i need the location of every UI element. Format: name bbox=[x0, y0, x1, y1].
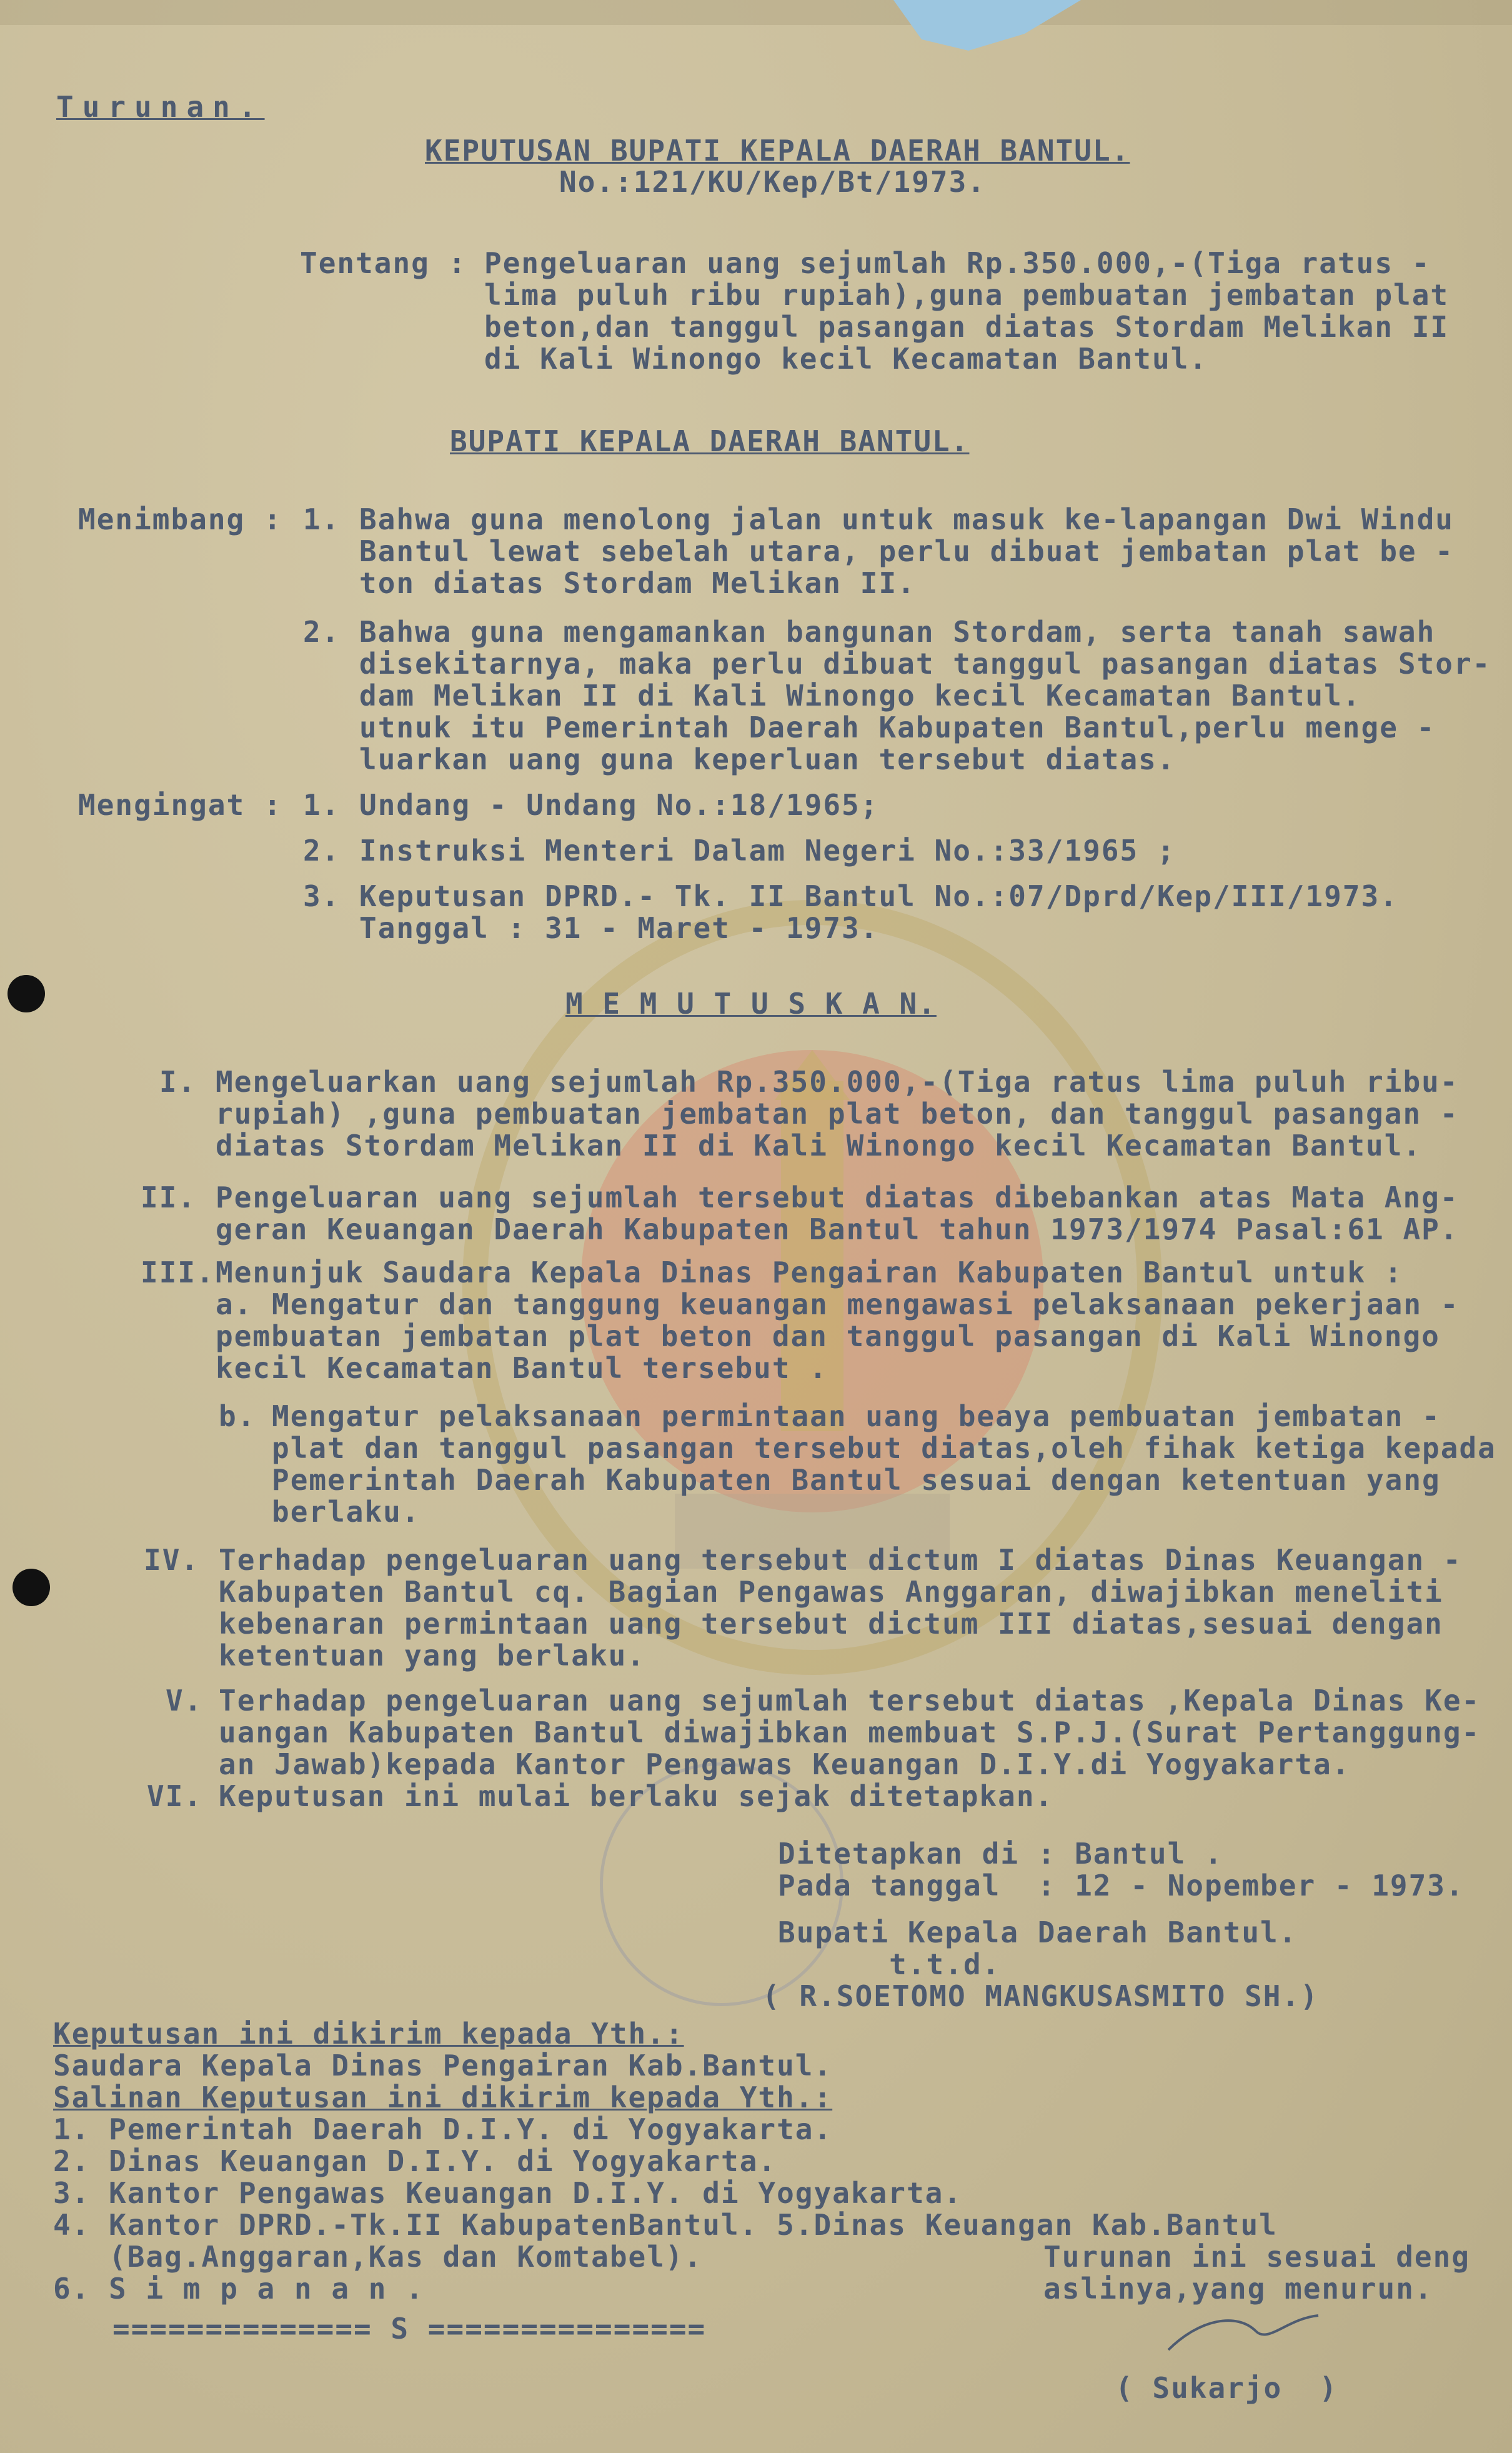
mengingat-line: Undang - Undang No.:18/1965; bbox=[359, 788, 879, 822]
mengingat-label: Mengingat : bbox=[78, 788, 282, 822]
decree-number: No.:121/KU/Kep/Bt/1973. bbox=[559, 165, 986, 199]
handwritten-signature bbox=[1162, 2306, 1325, 2362]
mengingat-num: 1. bbox=[303, 788, 341, 822]
decision-line: geran Keuangan Daerah Kabupaten Bantul tahun 1973/1974 Pasal:61 AP. bbox=[216, 1212, 1459, 1246]
decision-line: uangan Kabupaten Bantul diwajibkan membuat S.P.J.(Surat Pertanggung- bbox=[219, 1716, 1481, 1749]
menimbang-line: Bahwa guna menolong jalan untuk masuk ke-lapangan Dwi Windu bbox=[359, 502, 1454, 536]
signature-line: Ditetapkan di : Bantul . bbox=[778, 1837, 1223, 1871]
mengingat-line: Instruksi Menteri Dalam Negeri No.:33/1965 ; bbox=[359, 834, 1176, 867]
copy-label: Turunan. bbox=[56, 90, 265, 124]
decision-num: III. bbox=[141, 1256, 215, 1289]
decision-sub-line: Mengatur pelaksanaan permintaan uang beaya pembuatan jembatan - bbox=[272, 1399, 1441, 1433]
decision-num: I. bbox=[159, 1065, 197, 1099]
decision-sub-num: a. bbox=[216, 1287, 253, 1321]
tentang-line: di Kali Winongo kecil Kecamatan Bantul. bbox=[484, 342, 1208, 376]
punch-hole bbox=[7, 975, 45, 1012]
authority-heading: BUPATI KEPALA DAERAH BANTUL. bbox=[450, 424, 970, 458]
mengingat-num: 2. bbox=[303, 834, 341, 867]
menimbang-num: 2. bbox=[303, 615, 341, 649]
decision-line: Kabupaten Bantul cq. Bagian Pengawas Anggaran, diwajibkan meneliti bbox=[219, 1575, 1443, 1609]
decision-sub-line: kecil Kecamatan Bantul tersebut . bbox=[216, 1351, 828, 1385]
decision-sub-line: pembuatan jembatan plat beton dan tanggul pasangan di Kali Winongo bbox=[216, 1319, 1440, 1353]
decision-line: ketentuan yang berlaku. bbox=[219, 1639, 645, 1672]
decree-title: KEPUTUSAN BUPATI KEPALA DAERAH BANTUL. bbox=[425, 134, 1130, 167]
copy-recipient: 2. Dinas Keuangan D.I.Y. di Yogyakarta. bbox=[53, 2144, 777, 2178]
menimbang-line: ton diatas Stordam Melikan II. bbox=[359, 566, 916, 600]
signature-line: Pada tanggal : 12 - Nopember - 1973. bbox=[778, 1869, 1465, 1902]
decision-sub-line: Mengatur dan tanggung keuangan mengawasi pelaksanaan pekerjaan - bbox=[272, 1287, 1460, 1321]
tentang-line: lima puluh ribu rupiah),guna pembuatan jembatan plat bbox=[484, 278, 1450, 312]
copy-recipient: 1. Pemerintah Daerah D.I.Y. di Yogyakarta. bbox=[53, 2112, 833, 2146]
menimbang-num: 1. bbox=[303, 502, 341, 536]
decision-line: Pengeluaran uang sejumlah tersebut diatas dibebankan atas Mata Ang- bbox=[216, 1181, 1459, 1214]
certification-line: Turunan ini sesuai deng bbox=[1043, 2240, 1470, 2274]
certification-line: aslinya,yang menurun. bbox=[1043, 2272, 1433, 2306]
decision-line: an Jawab)kepada Kantor Pengawas Keuangan D.I.Y.di Yogyakarta. bbox=[219, 1747, 1351, 1781]
signature-line: Bupati Kepala Daerah Bantul. bbox=[778, 1916, 1298, 1949]
menimbang-line: dam Melikan II di Kali Winongo kecil Kecamatan Bantul. bbox=[359, 679, 1361, 712]
menimbang-line: utnuk itu Pemerintah Daerah Kabupaten Bantul,perlu menge - bbox=[359, 711, 1436, 744]
certifier-name: ( Sukarjo ) bbox=[1115, 2371, 1338, 2405]
tentang-line: Pengeluaran uang sejumlah Rp.350.000,-(Tiga ratus - bbox=[484, 246, 1431, 280]
decision-line: Menunjuk Saudara Kepala Dinas Pengairan Kabupaten Bantul untuk : bbox=[216, 1256, 1403, 1289]
signer-name: ( R.SOETOMO MANGKUSASMITO SH.) bbox=[762, 1979, 1319, 2013]
decision-num: II. bbox=[141, 1181, 197, 1214]
tentang-line: beton,dan tanggul pasangan diatas Stordam Melikan II bbox=[484, 310, 1450, 344]
decision-num: V. bbox=[166, 1684, 203, 1717]
copy-recipient: 3. Kantor Pengawas Keuangan D.I.Y. di Yogyakarta. bbox=[53, 2176, 963, 2210]
mengingat-num: 3. bbox=[303, 879, 341, 913]
menimbang-label: Menimbang : bbox=[78, 502, 282, 536]
paper-tear bbox=[893, 0, 1081, 56]
decision-line: Mengeluarkan uang sejumlah Rp.350.000,-(Tiga ratus lima puluh ribu- bbox=[216, 1065, 1459, 1099]
punch-hole bbox=[12, 1569, 50, 1606]
decision-line: rupiah) ,guna pembuatan jembatan plat beton, dan tanggul pasangan - bbox=[216, 1097, 1459, 1131]
copy-recipient: 4. Kantor DPRD.-Tk.II KabupatenBantul. 5.Dinas Keuangan Kab.Bantul bbox=[53, 2208, 1278, 2242]
sent-to: Saudara Kepala Dinas Pengairan Kab.Bantul. bbox=[53, 2049, 833, 2082]
copy-heading: Salinan Keputusan ini dikirim kepada Yth.: bbox=[53, 2081, 833, 2114]
mengingat-line: Tanggal : 31 - Maret - 1973. bbox=[359, 911, 879, 945]
decision-sub-line: plat dan tanggul pasangan tersebut diatas,oleh fihak ketiga kepada bbox=[272, 1431, 1496, 1465]
decision-sub-num: b. bbox=[219, 1399, 256, 1433]
menimbang-line: disekitarnya, maka perlu dibuat tanggul pasangan diatas Stor- bbox=[359, 647, 1491, 681]
decision-line: Terhadap pengeluaran uang tersebut dictum I diatas Dinas Keuangan - bbox=[219, 1543, 1462, 1577]
copy-recipient: (Bag.Anggaran,Kas dan Komtabel). bbox=[53, 2240, 703, 2274]
decision-line: diatas Stordam Melikan II di Kali Winongo kecil Kecamatan Bantul. bbox=[216, 1129, 1422, 1162]
signature-line: t.t.d. bbox=[778, 1947, 1001, 1981]
sent-heading: Keputusan ini dikirim kepada Yth.: bbox=[53, 2017, 684, 2051]
decision-line: Keputusan ini mulai berlaku sejak ditetapkan. bbox=[219, 1779, 1054, 1813]
copy-recipient: 6. S i m p a n a n . bbox=[53, 2272, 424, 2306]
menimbang-line: Bahwa guna mengamankan bangunan Stordam, serta tanah sawah bbox=[359, 615, 1436, 649]
decision-num: VI. bbox=[147, 1779, 203, 1813]
separator-line: ============== S =============== bbox=[112, 2312, 707, 2346]
paper-top-edge bbox=[0, 0, 1512, 25]
decision-num: IV. bbox=[144, 1543, 200, 1577]
memutuskan-heading: M E M U T U S K A N. bbox=[565, 987, 937, 1021]
decision-sub-line: Pemerintah Daerah Kabupaten Bantul sesuai dengan ketentuan yang bbox=[272, 1463, 1441, 1497]
tentang-label: Tentang : bbox=[300, 246, 467, 280]
menimbang-line: luarkan uang guna keperluan tersebut diatas. bbox=[359, 742, 1176, 776]
decision-line: kebenaran permintaan uang tersebut dictum III diatas,sesuai dengan bbox=[219, 1607, 1443, 1641]
decision-sub-line: berlaku. bbox=[272, 1495, 420, 1529]
decision-line: Terhadap pengeluaran uang sejumlah tersebut diatas ,Kepala Dinas Ke- bbox=[219, 1684, 1481, 1717]
menimbang-line: Bantul lewat sebelah utara, perlu dibuat jembatan plat be - bbox=[359, 534, 1454, 568]
mengingat-line: Keputusan DPRD.- Tk. II Bantul No.:07/Dprd/Kep/III/1973. bbox=[359, 879, 1398, 913]
